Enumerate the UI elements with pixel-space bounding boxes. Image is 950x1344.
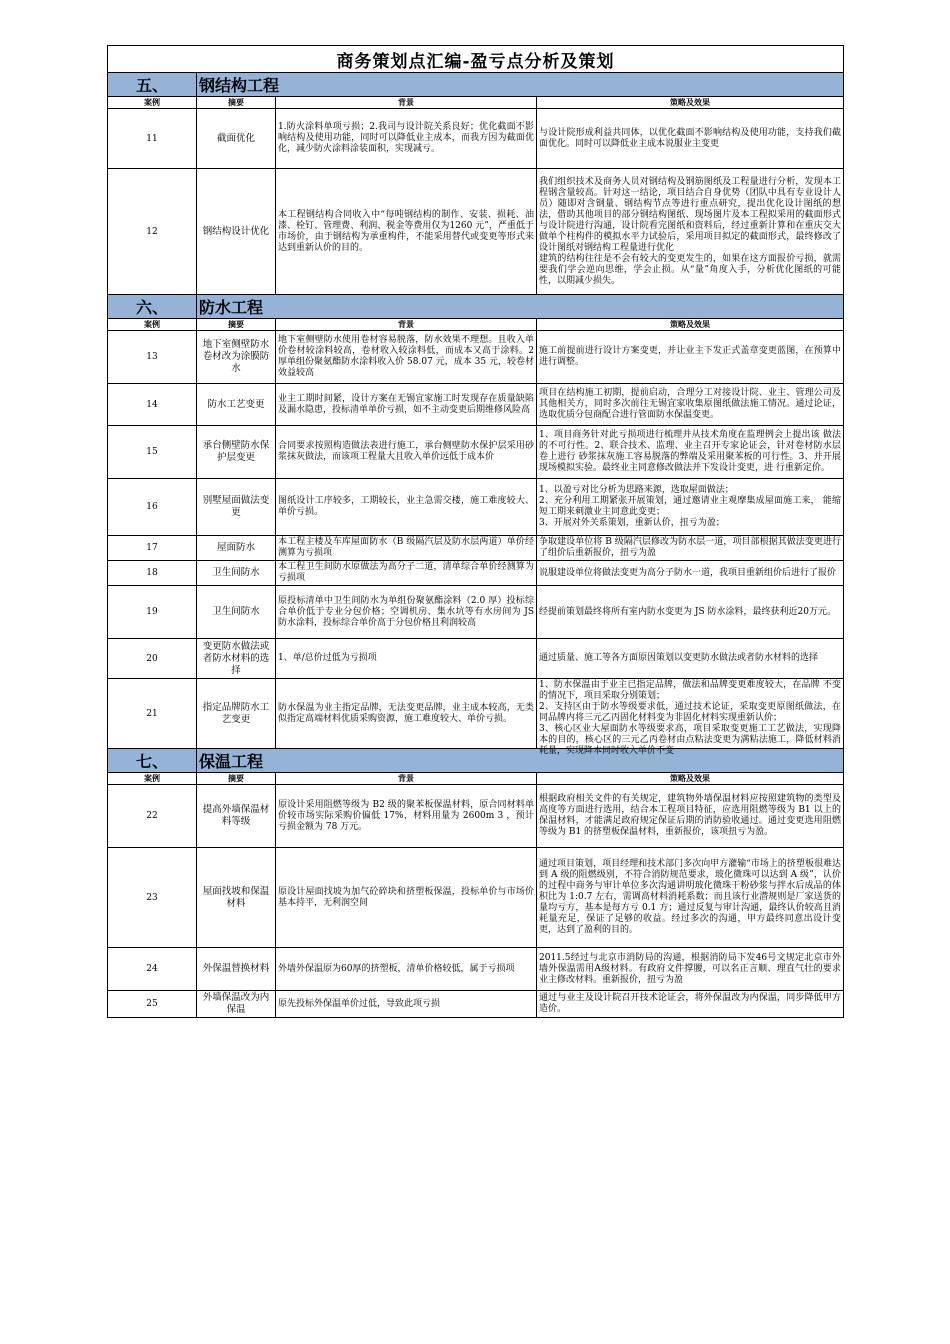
case-summary: 屋面防水 xyxy=(197,536,276,561)
case-summary: 承台侧壁防水保护层变更 xyxy=(197,426,276,479)
column-header-background: 背景 xyxy=(276,773,537,785)
background-cell xyxy=(276,384,537,426)
strategy-cell xyxy=(537,679,844,756)
case-number: 17 xyxy=(108,536,197,561)
strategy-cell xyxy=(537,169,844,295)
strategy-text: 1、以盈亏对比分析为思路来源，选取屋面做法； 2、充分利用工期紧张开展策划，通过邀请业主观摩集成屋面施工来， 能缩短工期来刺激业主同意此变更； 3、开展对外关系策划，重新认价，扭亏为盈； xyxy=(539,485,841,528)
background-text: 图纸设计工序较多，工期较长，业主急需交楼，施工难度较大、单价亏损。 xyxy=(278,496,534,517)
strategy-cell xyxy=(537,109,844,169)
case-summary: 外墙保温改为内保温 xyxy=(197,991,276,1018)
background-text: 合同要求按照构造做法表进行施工，承台侧壁防水保护层采用砂浆抹灰做法，而该项工程量大且收入单价远低于成本价 xyxy=(278,441,534,462)
strategy-text: 我们组织技术及商务人员对钢结构及钢筋图纸及工程量进行分析，发现本工程钢含量较高。针对这一结论，项目结合自身优势（团队中具有专业设计人员）随即对含钢量、钢结构节点等进行重点研究，提出优化设计图纸的想法，借助其他项目的部分钢结构图纸、现场图片及本工程拟采用的截面形式与设计院进行沟通，设计院看完图纸和资料后，经过重新计算和在重庆交大做单个柱构件的模拟水平力试验后，采用项目拟定的截面形式，最终修改了设计图纸对钢结构工程量进行优化 建筑的结构往往是不会有较大的变更发生的，如果在这方面报价亏损，就需要我们学会逆向思维，学会止损。从“量”角度入手，分析优化图纸的可能性，以期减少损失。 xyxy=(539,176,841,286)
background-text: 外墙外保温原为60厚的挤塑板，清单价格较低，属于亏损项 xyxy=(278,963,515,974)
case-number: 15 xyxy=(108,426,197,479)
background-text: 业主工期时间紧，设计方案在无锡宜家施工时发现存在质量缺陷及漏水隐患，投标清单单价亏损，如不主动变更后期维修风险高 xyxy=(278,393,534,415)
column-header-row xyxy=(108,773,844,785)
section-header-row xyxy=(108,73,844,97)
strategy-cell xyxy=(537,848,844,948)
strategy-text: 经提前策划最终将所有室内防水变更为 JS 防水涂料，最终获利近20万元。 xyxy=(539,606,836,617)
strategy-cell xyxy=(537,991,844,1018)
section-name: 钢结构工程 xyxy=(197,73,844,97)
strategy-cell xyxy=(537,561,844,586)
background-cell xyxy=(276,479,537,536)
strategy-cell xyxy=(537,384,844,426)
strategy-text: 1、防水保温由于业主已指定品牌，做法和品牌变更难度较大，在品牌 不变的情况下，项目采取分别策划； 2、支持区由于防水等级要求低，通过技术论证，采取变更原图纸做法，在同品牌内将三元乙丙固化材料变为非固化材料实现重新认价； 3、核心区业大屋面防水等级要求高，项目采取变更施工工艺做法，实现降本的目的，核心区的三元乙丙卷材由点粘法变更为满粘法施工，降低材料消耗量，实现降本同时收入单价不变 xyxy=(539,679,841,756)
table-row xyxy=(108,639,844,679)
case-summary: 提高外墙保温材料等级 xyxy=(197,785,276,848)
strategy-text: 通过与业主及设计院召开技术论证会，将外保温改为内保温，同步降低甲方造价。 xyxy=(539,993,841,1014)
background-cell xyxy=(276,785,537,848)
background-cell xyxy=(276,848,537,948)
background-cell xyxy=(276,561,537,586)
case-summary: 外保温替换材料 xyxy=(197,948,276,991)
column-header-strategy: 策略及效果 xyxy=(537,319,844,331)
table-row xyxy=(108,479,844,536)
strategy-cell xyxy=(537,948,844,991)
table-row xyxy=(108,991,844,1018)
background-text: 原设计屋面找坡为加气砼碎块和挤塑板保温，投标单价与市场价基本持平，无利润空间 xyxy=(278,886,534,908)
table-row xyxy=(108,331,844,384)
table-row xyxy=(108,169,844,295)
analysis-table xyxy=(107,45,844,1018)
table-row xyxy=(108,848,844,948)
table-row xyxy=(108,536,844,561)
case-number: 22 xyxy=(108,785,197,848)
background-cell xyxy=(276,679,537,749)
column-header-summary: 摘要 xyxy=(197,97,276,109)
table-row xyxy=(108,426,844,479)
title-row xyxy=(108,46,844,73)
page-title: 商务策划点汇编-盈亏点分析及策划 xyxy=(108,46,844,73)
background-cell xyxy=(276,948,537,991)
column-header-case: 案例 xyxy=(108,97,197,109)
column-header-background: 背景 xyxy=(276,97,537,109)
section-name: 防水工程 xyxy=(197,295,844,319)
strategy-cell xyxy=(537,586,844,639)
table-row xyxy=(108,679,844,749)
strategy-cell xyxy=(537,536,844,561)
strategy-cell xyxy=(537,331,844,384)
case-summary: 指定品牌防水工艺变更 xyxy=(197,679,276,749)
background-cell xyxy=(276,991,537,1018)
strategy-text: 争取建设单位将 B 级隔汽层修改为防水层一道，项目部根据其做法变更进行了组价后重新报价，扭亏为盈 xyxy=(539,537,841,558)
background-cell xyxy=(276,586,537,639)
background-text: 本工程主楼及车库屋面防水（B 级隔汽层及防水层两道）单价经测算为亏损项 xyxy=(278,537,534,558)
strategy-text: 根据政府相关文件的有关规定，建筑物外墙保温材料应按照建筑物的类型及高度等方面进行选用，结合本工程项目特征，应选用阻燃等级为 B1 以上的保温材料，才能满足政府规定保证后期的消防验收通过。通过变更选用阻燃等级为 B1 的挤塑板保温材料，重新报价，该项扭亏为盈。 xyxy=(539,794,841,837)
column-header-summary: 摘要 xyxy=(197,319,276,331)
strategy-cell xyxy=(537,426,844,479)
case-number: 23 xyxy=(108,848,197,948)
case-summary: 屋面找坡和保温材料 xyxy=(197,848,276,948)
background-text: 原先投标外保温单价过低，导致此项亏损 xyxy=(278,998,441,1009)
strategy-text: 项目在结构施工初期，提前启动，合理分工对接设计院、业主、管理公司及其他相关方，同时多次前往无锡宜家收集原图纸做法施工情况。通过论证，选取优质分包商配合进行管面防水保温变更。 xyxy=(539,388,841,420)
case-number: 21 xyxy=(108,679,197,749)
column-header-strategy: 策略及效果 xyxy=(537,97,844,109)
column-header-case: 案例 xyxy=(108,319,197,331)
case-number: 12 xyxy=(108,169,197,295)
table-row xyxy=(108,109,844,169)
strategy-cell xyxy=(537,479,844,536)
background-text: 本工程卫生间防水原做法为高分子二道，清单综合单价经测算为亏损项 xyxy=(278,562,534,583)
background-text: 地下室侧壁防水使用卷材容易脱落，防水效果不理想。且收入单价卷材较涂料较高，卷材收入较涂料低，而成本又高于涂料。2 厚单组份聚氨酯防水涂料收入价 58.07 元，成本 35 元，较卷材效益较高 xyxy=(278,335,534,378)
case-summary: 截面优化 xyxy=(197,109,276,169)
table-row xyxy=(108,785,844,848)
background-cell xyxy=(276,331,537,384)
column-header-row xyxy=(108,97,844,109)
background-cell xyxy=(276,169,537,295)
background-text: 原设计采用阻燃等级为 B2 级的聚苯板保温材料，原合同材料单价较市场实际采购价偏低 17%，材料用量为 2600m 3 ，预计亏损金额为 78 万元。 xyxy=(278,799,534,832)
case-summary: 钢结构设计优化 xyxy=(197,169,276,295)
case-summary: 别墅屋面做法变更 xyxy=(197,479,276,536)
case-summary: 卫生间防水 xyxy=(197,561,276,586)
table-body xyxy=(108,46,844,1018)
background-cell xyxy=(276,639,537,679)
background-text: 1、单/总价过低为亏损项 xyxy=(278,653,377,663)
background-text: 原投标清单中卫生间防水为单组份聚氨酯涂料（2.0 厚）投标综合单价低于专业分包价格；空调机房、集水坑等有水房间为 JS 防水涂料，投标综合单价高于分包价格且利润较高 xyxy=(278,595,534,628)
case-number: 20 xyxy=(108,639,197,679)
strategy-text: 说服建设单位将做法变更为高分子防水一道，我项目重新组价后进行了报价 xyxy=(539,567,837,578)
case-number: 24 xyxy=(108,948,197,991)
strategy-text: 1、项目商务针对此亏损项进行梳理并从技术角度在监理例会上提出该 做法的不可行性。2、联合技术、监理、业主召开专家论证会，针对卷材防水层卷上进行 砂浆抹灰施工容易脱落的弊端及采用聚苯板的可行性。3、并开展现场模拟实验。最终业主同意修改做法并下发设计变更，进 行重新定价。 xyxy=(539,430,841,473)
case-number: 18 xyxy=(108,561,197,586)
case-number: 13 xyxy=(108,331,197,384)
column-header-strategy: 策略及效果 xyxy=(537,773,844,785)
column-header-summary: 摘要 xyxy=(197,773,276,785)
column-header-case: 案例 xyxy=(108,773,197,785)
section-number: 六、 xyxy=(108,295,197,319)
section-header-row xyxy=(108,295,844,319)
case-number: 16 xyxy=(108,479,197,536)
case-number: 14 xyxy=(108,384,197,426)
case-summary: 变更防水做法或者防水材料的选择 xyxy=(197,639,276,679)
background-text: 防水保温为业主指定品牌，无法变更品牌，业主成本较高，无类似指定高端材料优质采购资源，施工难度较大、单价亏损。 xyxy=(278,702,534,724)
strategy-cell xyxy=(537,785,844,848)
column-header-row xyxy=(108,319,844,331)
strategy-text: 2011.5经过与北京市消防局的沟通，根据消防局下发46号文规定北京市外墙外保温需用A级材料。有政府文件撑腰，可以名正言顺、理直气壮的要求业主修改材料。重新报价，扭亏为盈 xyxy=(539,952,841,985)
case-summary: 地下室侧壁防水卷材改为涂膜防水 xyxy=(197,331,276,384)
background-cell xyxy=(276,426,537,479)
case-number: 19 xyxy=(108,586,197,639)
section-number: 七、 xyxy=(108,749,197,773)
table-row xyxy=(108,586,844,639)
table-row xyxy=(108,948,844,991)
background-cell xyxy=(276,536,537,561)
table-row xyxy=(108,384,844,426)
case-summary: 卫生间防水 xyxy=(197,586,276,639)
background-cell xyxy=(276,109,537,169)
strategy-text: 通过质量、施工等各方面原因策划以变更防水做法或者防水材料的选择 xyxy=(539,653,819,663)
case-summary: 防水工艺变更 xyxy=(197,384,276,426)
strategy-text: 通过项目策划，项目经理和技术部门多次向甲方灌输“市场上的挤塑板很难达到 A 级的阻燃级别，不符合消防规范要求，玻化微珠可以达到 A 级”，认价的过程中商务与审计单位多次沟通讲明玻化微珠干粉砂浆与拌水后成品的体积比为 1:0.7 左右，需调高材料消耗系数；而且该行业潜规则是厂家送货的量均亏方，基本是每方亏 0.1 方；通过反复与审计沟通，最终认价较高且消耗量充足，保证了足够的收益。经过多次的沟通，甲方最终同意出设计变更，达到了盈利的目的。 xyxy=(539,859,841,935)
section-name: 保温工程 xyxy=(197,749,844,773)
strategy-text: 与设计院形成利益共同体，以优化截面不影响结构及使用功能，支持我们截面优化。同时可以降低业主成本说服业主变更 xyxy=(539,127,841,149)
background-text: 1.防火涂料单项亏损；2.我司与设计院关系良好；优化截面不影响结构及使用功能，同时可以降低业主成本，而我方因为截面优化，减少防火涂料涂装面积，实现减亏。 xyxy=(278,122,534,154)
table-row xyxy=(108,561,844,586)
section-number: 五、 xyxy=(108,73,197,97)
column-header-background: 背景 xyxy=(276,319,537,331)
strategy-text: 施工前提前进行设计方案变更，并让业主下发正式盖章变更蓝图，在预算中进行调整。 xyxy=(539,346,841,367)
case-number: 11 xyxy=(108,109,197,169)
strategy-cell xyxy=(537,639,844,679)
section-header-row xyxy=(108,749,844,773)
case-number: 25 xyxy=(108,991,197,1018)
background-text: 本工程钢结构合同收入中“每吨钢结构的制作、安装、损耗、油漆、栓钉、管理费、利润、税金等费用仅为1260 元”，严重低于市场价，由于钢结构为承重构件，不能采用替代或变更等形式来达到重新认价的目的。 xyxy=(278,209,534,253)
